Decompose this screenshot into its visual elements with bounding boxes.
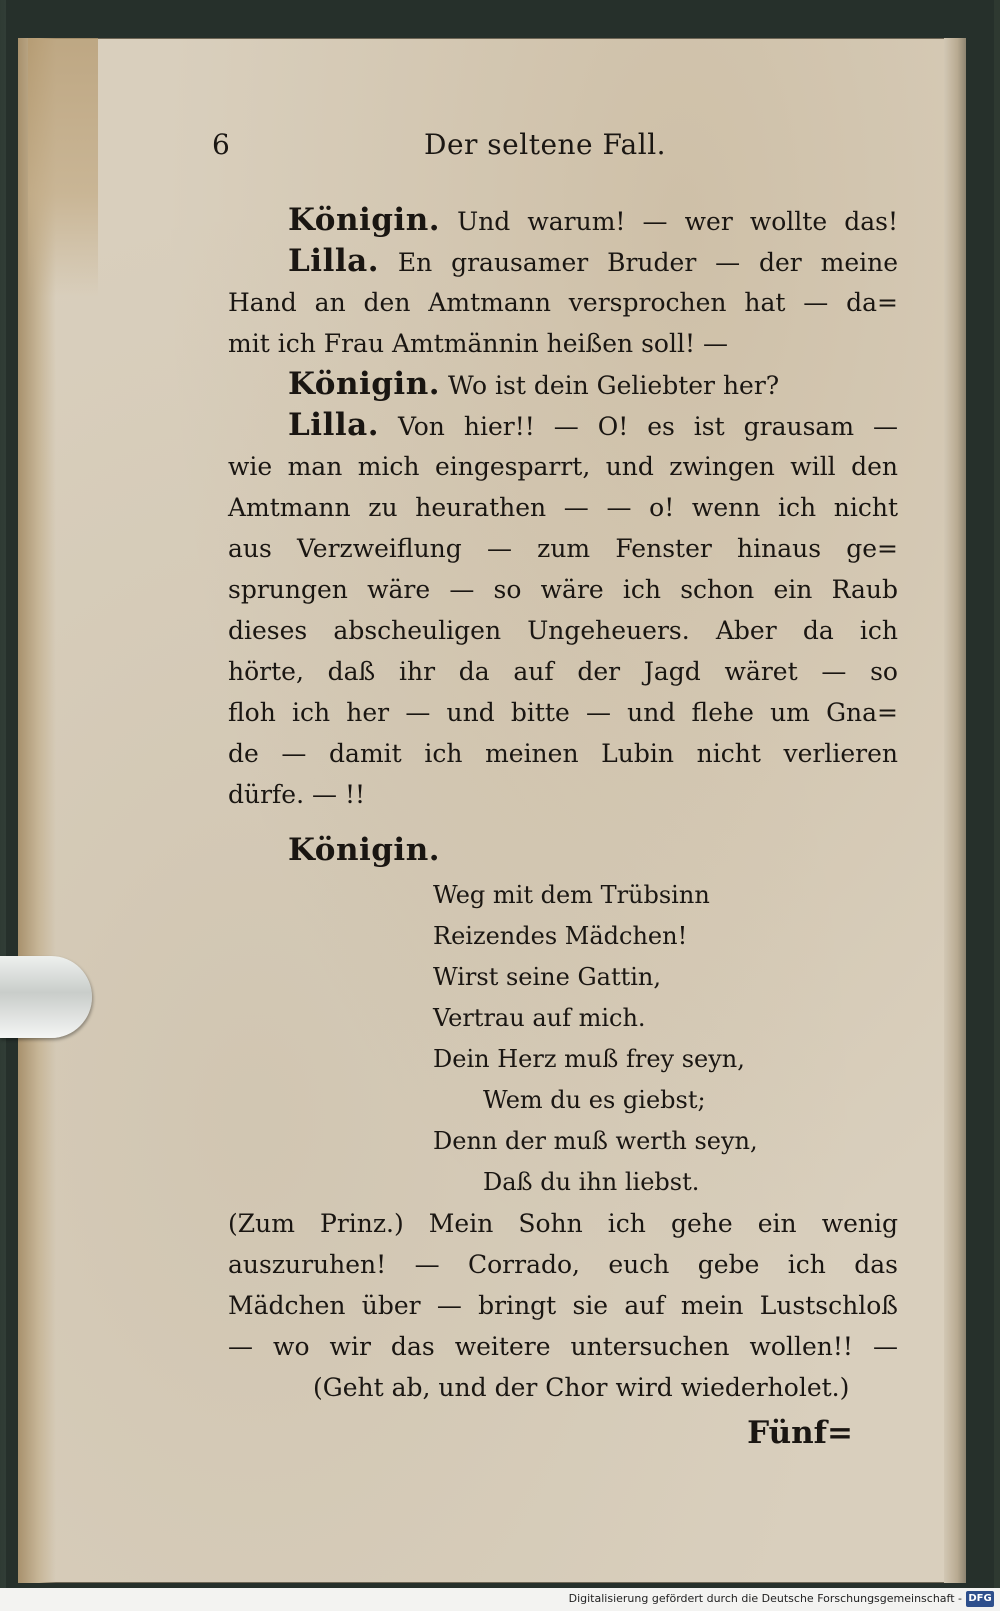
speech-text: En grausamer Bruder — der meine	[397, 248, 899, 277]
verse-line: Daß du ihn liebst.	[483, 1168, 700, 1196]
text-line: dieses abscheuligen Ungeheuers. Aber da ich	[228, 616, 898, 645]
speech-koenigin-2	[228, 364, 898, 405]
text-line: aus Verzweiflung — zum Fenster hinaus ge=	[228, 534, 898, 563]
text-line: de — damit ich meinen Lubin nicht verlieren	[228, 739, 898, 768]
text-line: Hand an den Amtmann versprochen hat — da=	[228, 288, 898, 317]
verse-line: Weg mit dem Trübsinn	[433, 881, 710, 909]
catchword: Fünf=	[747, 1415, 853, 1451]
verse-line: Wirst seine Gattin,	[433, 963, 661, 991]
text-line: (Zum Prinz.) Mein Sohn ich gehe ein wenig	[228, 1209, 898, 1238]
text-line: floh ich her — und bitte — und flehe um Gna=	[228, 698, 898, 727]
page-number: 6	[212, 128, 230, 161]
text-line: sprungen wäre — so wäre ich schon ein Raub	[228, 575, 898, 604]
song-speaker: Königin.	[288, 832, 441, 868]
footer-credit: Digitalisierung gefördert durch die Deutsche Forschungsgemeinschaft -	[568, 1592, 962, 1605]
text-line: mit ich Frau Amtmännin heißen soll! —	[228, 329, 728, 358]
verse-line: Wem du es giebst;	[483, 1086, 706, 1114]
verse-line: Vertrau auf mich.	[433, 1004, 646, 1032]
running-head	[212, 128, 732, 168]
text-line: hörte, daß ihr da auf der Jagd wäret — so	[228, 657, 898, 686]
speech-lilla-1	[228, 241, 898, 282]
speaker-name: Lilla.	[288, 407, 380, 443]
text-line: Mädchen über — bringt sie auf mein Lustschloß	[228, 1291, 898, 1320]
text-line: dürfe. — !!	[228, 780, 366, 809]
paper-stain	[28, 38, 98, 298]
running-title: Der seltene Fall.	[424, 128, 667, 161]
text-block	[228, 200, 898, 1458]
speech-koenigin-1	[228, 200, 898, 241]
speaker-name: Lilla.	[288, 243, 380, 279]
digitization-footer	[0, 1588, 1000, 1611]
verse-line: Denn der muß werth seyn,	[433, 1127, 758, 1155]
speaker-name: Königin.	[288, 366, 441, 402]
speech-text: Von hier!! — O! es ist grausam —	[397, 412, 898, 441]
text-line: — wo wir das weitere untersuchen wollen!! —	[228, 1332, 898, 1361]
speech-text: Wo ist dein Geliebter her?	[448, 371, 780, 400]
speaker-name: Königin.	[288, 202, 441, 238]
verse-line: Dein Herz muß frey seyn,	[433, 1045, 745, 1073]
page-right-edge	[944, 38, 966, 1583]
speech-lilla-2	[228, 405, 898, 446]
stage-direction: (Geht ab, und der Chor wird wiederholet.)	[313, 1373, 850, 1402]
text-line: auszuruhen! — Corrado, euch gebe ich das	[228, 1250, 898, 1279]
text-line: wie man mich eingesparrt, und zwingen will den	[228, 452, 898, 481]
text-line: Amtmann zu heurathen — — o! wenn ich nicht	[228, 493, 898, 522]
verse-line: Reizendes Mädchen!	[433, 922, 688, 950]
dfg-logo: DFG	[966, 1591, 994, 1607]
page-clip	[0, 956, 92, 1038]
speech-text: Und warum! — wer wollte das!	[457, 207, 898, 236]
